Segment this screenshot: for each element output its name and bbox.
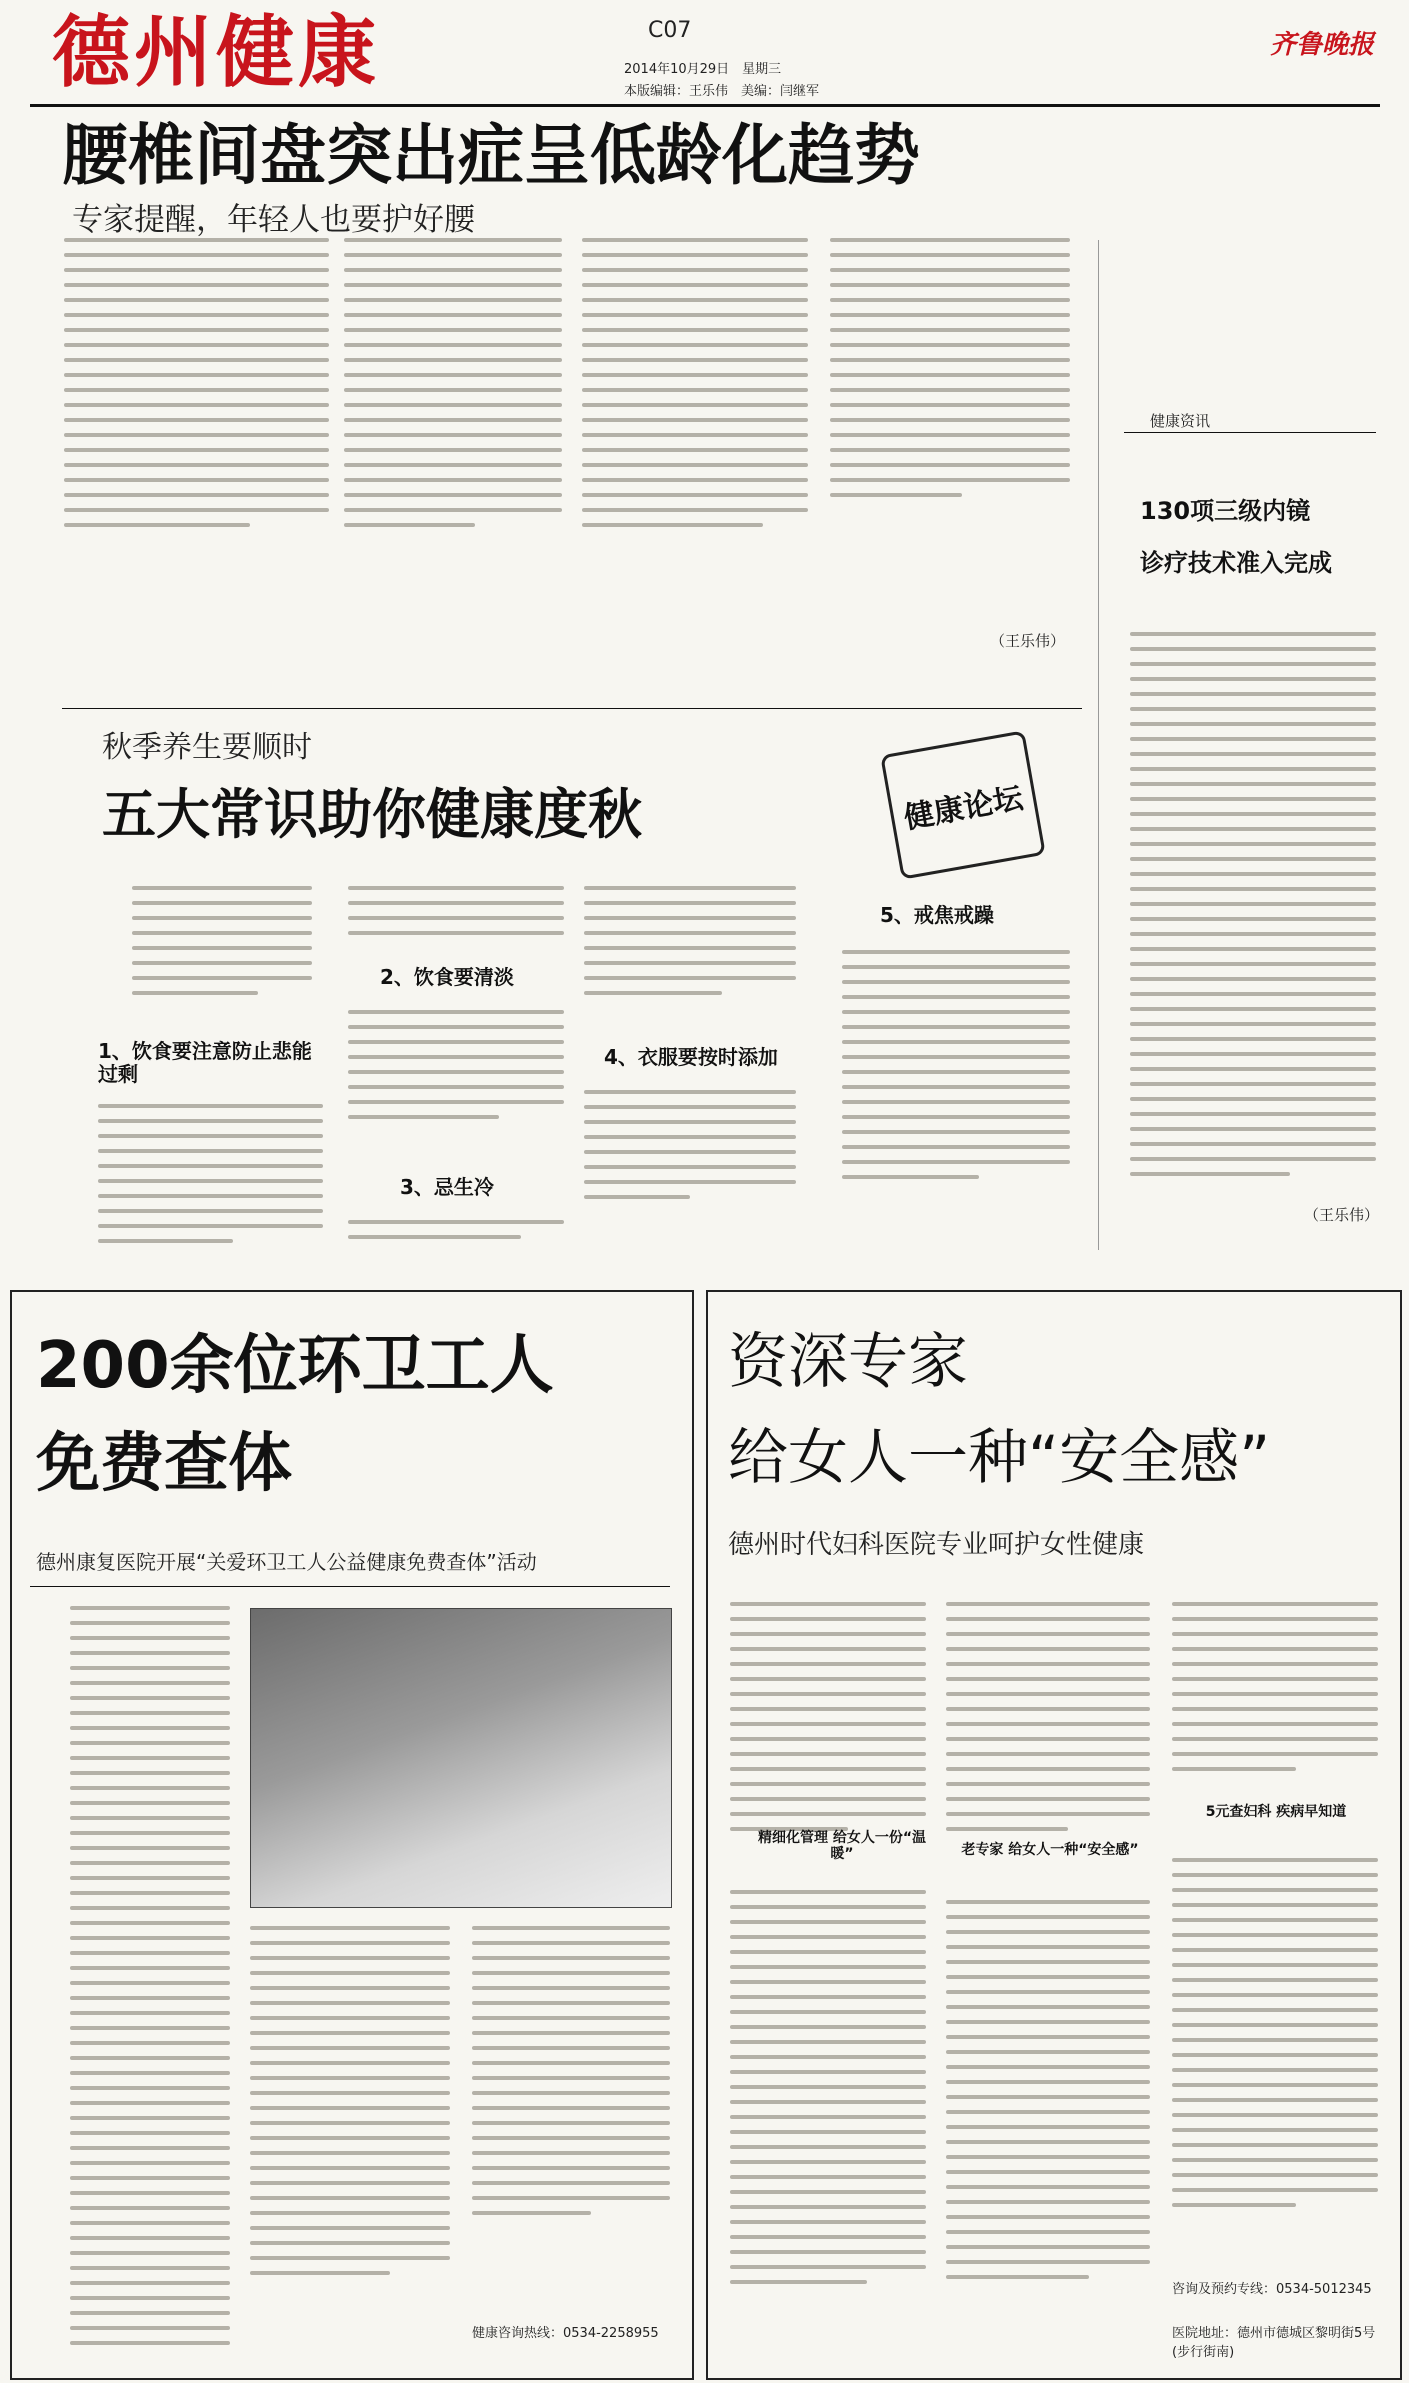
sidebar-headline-line1: 130项三级内镜 [1140,497,1311,525]
women-contact-address: 医院地址：德州市德城区黎明街5号(步行街南) [1172,2326,1376,2360]
sanitation-headline-line2: 免费查体 [36,1427,292,1501]
sanitation-headline-line1: 200余位环卫工人 [36,1329,554,1403]
autumn-column-2c [348,1220,564,1239]
lead-column-4 [830,238,1070,497]
masthead-rule [30,104,1380,107]
lead-headline: 腰椎间盘突出症呈低龄化趋势 [62,117,920,194]
paper-logo: 齐鲁晚报 [1270,30,1375,60]
sanitation-column-1 [70,1606,230,2345]
autumn-column-1b [98,1104,323,1243]
page-code: C07 [648,18,692,43]
sidebar-headline-line2: 诊疗技术准入完成 [1140,549,1332,577]
autumn-column-2b [348,1010,564,1119]
autumn-column-2 [348,886,564,935]
autumn-column-1 [132,886,312,995]
women-headline-line1: 资深专家 [728,1327,968,1397]
autumn-kicker: 秋季养生要顺时 [102,730,312,765]
section-title: 德州健康 [52,8,381,98]
autumn-point-2: 2、饮食要清淡 [380,965,514,989]
sidebar-label: 健康资讯 [1150,412,1211,430]
autumn-column-3 [584,886,796,995]
sidebar-label-rule [1124,432,1376,433]
autumn-point-5: 5、戒焦戒躁 [880,903,994,927]
sanitation-subhead: 德州康复医院开展“关爱环卫工人公益健康免费查体”活动 [36,1550,537,1574]
lead-subhead: 专家提醒，年轻人也要护好腰 [72,202,475,238]
women-section-2: 老专家 给女人一种“安全感” [961,1842,1139,1858]
autumn-point-4: 4、衣服要按时添加 [604,1045,778,1069]
women-column-1b [730,1890,926,2284]
sidebar-byline: （王乐伟） [1304,1206,1380,1224]
lead-column-1 [64,238,329,527]
sidebar-body [1130,632,1376,1176]
women-headline-line2: 给女人一种“安全感” [728,1423,1271,1493]
women-section-1: 精细化管理 给女人一份“温暖” [757,1830,927,1863]
women-section-3: 5元查妇科 疾病早知道 [1205,1804,1347,1820]
lead-byline: （王乐伟） [990,632,1066,650]
autumn-point-1: 1、饮食要注意防止悲能过剩 [98,1039,312,1086]
autumn-point-3: 3、忌生冷 [400,1175,494,1199]
sanitation-rule [30,1586,670,1587]
editor-credits: 本版编辑：王乐伟 美编：闫继军 [624,84,820,99]
autumn-column-3b [584,1090,796,1199]
lead-column-2 [344,238,562,527]
women-subhead: 德州时代妇科医院专业呵护女性健康 [728,1530,1145,1560]
health-forum-stamp: 健康论坛 [880,730,1046,879]
women-column-2 [946,1602,1150,1831]
autumn-column-4 [842,950,1070,1179]
lead-column-3 [582,238,808,527]
women-column-3b [1172,1858,1378,2207]
women-column-1 [730,1602,926,1831]
sidebar-divider [1098,240,1099,1250]
women-column-3 [1172,1602,1378,1771]
autumn-top-rule [62,708,1082,709]
sanitation-column-2 [250,1926,450,2275]
autumn-headline: 五大常识助你健康度秋 [102,783,642,846]
women-column-2b [946,1900,1150,2279]
dateline: 2014年10月29日 星期三 [624,62,782,77]
health-check-photo [250,1608,672,1908]
sanitation-column-3 [472,1926,670,2215]
women-contact-phone: 咨询及预约专线：0534-5012345 [1172,2282,1372,2297]
sanitation-contact: 健康咨询热线：0534-2258955 [472,2326,659,2341]
